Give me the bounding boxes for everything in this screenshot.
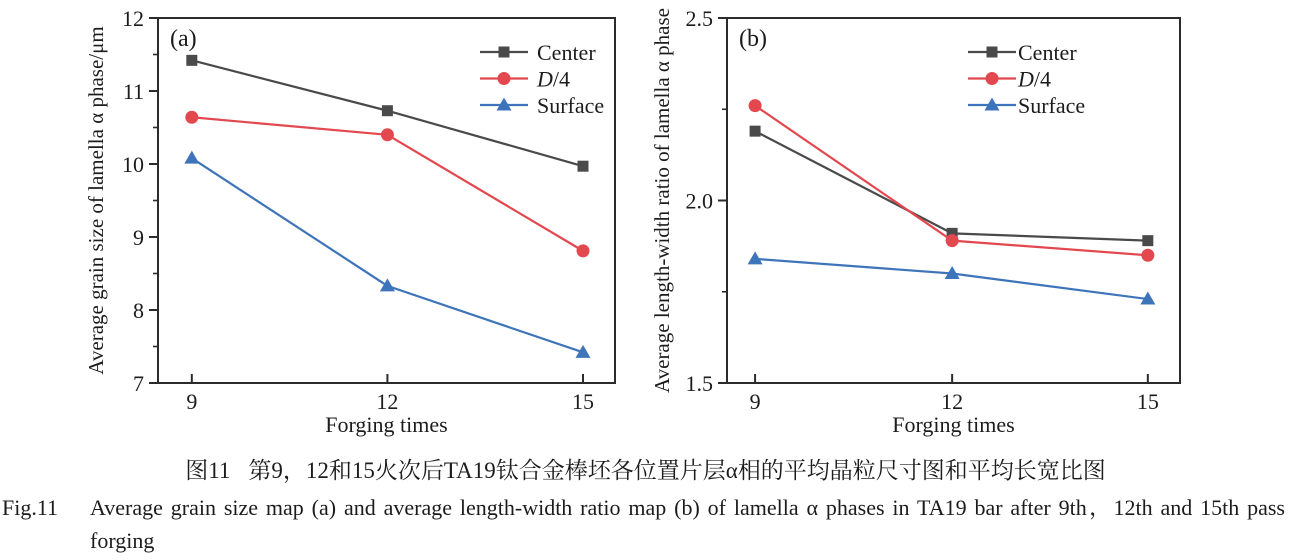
caption-chinese-text: 第9，12和15火次后TA19钛合金棒坯各位置片层α相的平均晶粒尺寸图和平均长宽比图: [248, 458, 1106, 483]
svg-text:12: 12: [376, 389, 399, 414]
svg-text:Average grain size of lamella: Average grain size of lamella α phase/μm: [84, 26, 108, 375]
svg-text:Center: Center: [537, 40, 596, 65]
svg-text:15: 15: [572, 389, 595, 414]
svg-text:Center: Center: [1018, 40, 1077, 65]
caption-english-label: Fig.11: [2, 495, 59, 520]
svg-text:7: 7: [133, 371, 144, 396]
caption-english: [2, 491, 1285, 557]
svg-text:2.5: 2.5: [685, 6, 713, 31]
chart-b-length-width-ratio: [645, 0, 1291, 445]
svg-text:12: 12: [941, 389, 964, 414]
svg-text:9: 9: [186, 389, 198, 414]
svg-text:8: 8: [133, 298, 144, 323]
svg-text:2.0: 2.0: [685, 188, 713, 214]
svg-text:(a): (a): [170, 26, 197, 52]
svg-text:Forging times: Forging times: [892, 412, 1015, 437]
caption-chinese-label: 图11: [185, 458, 231, 483]
svg-text:9: 9: [133, 225, 144, 250]
svg-text:11: 11: [122, 79, 144, 104]
svg-text:15: 15: [1136, 389, 1159, 414]
svg-text:Average length-width ratio of: Average length-width ratio of lamella α phase: [650, 8, 674, 393]
caption-chinese: [0, 452, 1291, 485]
svg-text:D/4: D/4: [537, 66, 571, 92]
svg-text:12: 12: [122, 6, 144, 31]
svg-text:1.5: 1.5: [685, 371, 713, 396]
caption-english-text: Average grain size map (a) and average length-width ratio map (b) of lamella α phases in TA19 bar after 9th，12th and 15th pass forging: [90, 495, 1285, 553]
svg-text:D/4: D/4: [1018, 66, 1052, 92]
svg-text:Forging times: Forging times: [325, 412, 448, 437]
svg-text:Surface: Surface: [1018, 93, 1086, 118]
svg-text:Surface: Surface: [537, 93, 605, 118]
chart-a-grain-size: [0, 0, 645, 445]
svg-text:(b): (b): [739, 26, 767, 52]
svg-text:9: 9: [749, 389, 761, 414]
svg-text:10: 10: [122, 152, 144, 177]
